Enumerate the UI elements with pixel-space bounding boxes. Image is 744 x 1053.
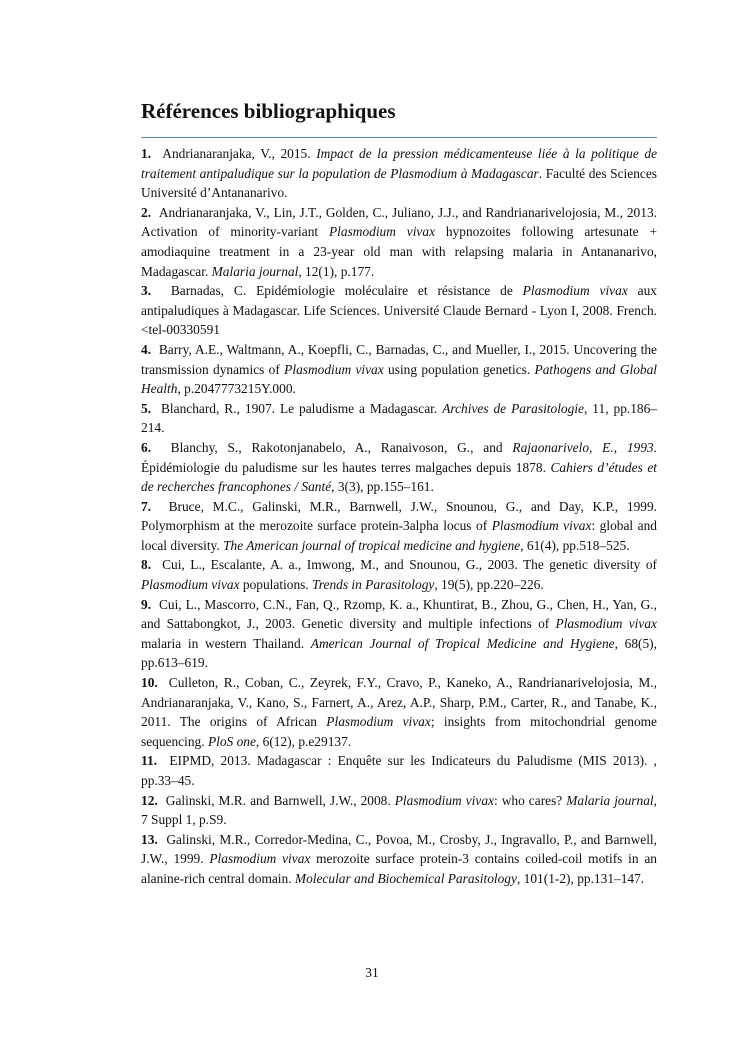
reference-text: Culleton, R., Coban, C., Zeyrek, F.Y., Cravo, P., Kaneko, A., Randrianarivelojosia, M., Andrianaranjaka, V., Kano, S., Farnert, A., Arez, A.P., Sharp, P.M., Carter, R., and Tanabe, K., 2011. The origins of African xyxy=(141,675,658,730)
reference-number: 9. xyxy=(141,596,152,612)
reference-entry xyxy=(141,399,657,438)
reference-text: , 3(3), pp.155–161. xyxy=(331,479,434,495)
reference-number: 11. xyxy=(141,753,157,769)
reference-italic-text: Plasmodium vivax xyxy=(328,224,436,240)
section-heading: Références bibliographiques xyxy=(141,99,396,123)
reference-text: , 6(12), p.e29137. xyxy=(255,733,352,749)
reference-text: : global and local diversity. xyxy=(141,518,657,553)
reference-italic-text: Pathogens and Global Health xyxy=(141,361,658,397)
page-number: 31 xyxy=(365,965,379,980)
reference-text: , p.2047773215Y.000. xyxy=(177,381,296,397)
reference-italic-text: Cahiers d’études et de recherches francophones / Santé xyxy=(141,459,657,495)
reference-text: Barnadas, C. Epidémiologie moléculaire et résistance de xyxy=(170,283,523,299)
reference-text: Blanchy, S., Rakotonjanabelo, A., Ranaivoson, G., and xyxy=(170,439,513,455)
reference-italic-text: Impact de la pression médicamenteuse liée à la politique de traitement antipaludique sur la population de Plasmodium à Madagascar xyxy=(141,146,658,181)
reference-text: Cui, L., Mascorro, C.N., Fan, Q., Rzomp, K. a., Khuntirat, B., Zhou, G., Chen, H., Yan, G., and Sattabongkot, J., 2003. Genetic diversity and multiple infections of xyxy=(141,596,657,632)
reference-italic-text: Plasmodium vivax xyxy=(141,577,240,593)
reference-text: Épidémiologie du paludisme sur les hautes terres malgaches depuis 1878. xyxy=(141,459,551,475)
reference-number: 2. xyxy=(141,204,152,220)
reference-italic-text: Plasmodium vivax xyxy=(491,518,592,534)
reference-text: Galinski, M.R., Corredor-Medina, C., Povoa, M., Crosby, J., Ingravallo, P., and Barnwell, J.W., 1999. xyxy=(141,831,657,867)
reference-text: , 7 Suppl 1, p.S9. xyxy=(141,792,657,828)
reference-number: 10. xyxy=(141,675,158,691)
reference-entry xyxy=(141,438,657,497)
reference-entry xyxy=(141,497,657,556)
reference-text: : who cares? xyxy=(493,792,567,808)
reference-text: , 11, pp.186–214. xyxy=(141,400,658,436)
reference-entry xyxy=(141,281,657,340)
reference-italic-text: Malaria journal xyxy=(211,263,299,279)
reference-entry xyxy=(141,203,657,281)
reference-italic-text: Plasmodium vivax xyxy=(522,283,628,299)
reference-text: , 19(5), pp.220–226. xyxy=(434,577,544,593)
reference-number: 7. xyxy=(141,498,152,514)
reference-italic-text: Malaria journal xyxy=(566,792,654,808)
reference-text: merozoite surface protein-3 contains coiled-coil motifs in an alanine-rich central domain. xyxy=(141,851,658,886)
reference-number: 1. xyxy=(141,146,152,161)
reference-italic-text: Rajaonarivelo, E., 1993. xyxy=(512,439,657,455)
reference-text: Cui, L., Escalante, A. a., Imwong, M., and Snounou, G., 2003. The genetic diversity of xyxy=(162,557,657,573)
reference-text: aux antipaludiques à Madagascar. Life Sciences. Université Claude Bernard - Lyon I, 2008. French. <tel-00330591 xyxy=(141,283,657,338)
reference-entry xyxy=(141,555,657,594)
reference-entry xyxy=(141,791,657,830)
reference-text: Barry, A.E., Waltmann, A., Koepfli, C., Barnadas, C., and Mueller, I., 2015. Uncovering the transmission dynamics of xyxy=(141,341,657,377)
reference-entry xyxy=(141,830,657,889)
reference-text: , 101(1-2), pp.131–147. xyxy=(516,870,645,886)
reference-number: 12. xyxy=(141,792,158,808)
reference-italic-text: American Journal of Tropical Medicine and Hygiene xyxy=(310,635,615,651)
reference-entry xyxy=(141,144,657,203)
reference-entry xyxy=(141,673,657,751)
reference-text: . Faculté des Sciences Université d’Antananarivo. xyxy=(141,165,657,201)
reference-italic-text: Plasmodium vivax xyxy=(326,714,431,730)
reference-text: , 68(5), pp.613–619. xyxy=(141,635,657,671)
reference-text: Andrianaranjaka, V., Lin, J.T., Golden, C., Juliano, J.J., and Randrianarivelojosia, M., 2013. Activation of minority-variant xyxy=(141,204,657,240)
reference-text: populations. xyxy=(239,577,313,593)
reference-list xyxy=(141,144,657,889)
reference-italic-text: Plasmodium vivax xyxy=(209,851,311,867)
reference-number: 13. xyxy=(141,831,158,847)
reference-italic-text: Archives de Parasitologie xyxy=(442,400,584,416)
reference-text: malaria in western Thailand. xyxy=(141,635,311,651)
reference-number: 5. xyxy=(141,400,152,416)
reference-entry xyxy=(141,751,657,790)
reference-number: 8. xyxy=(141,557,152,573)
reference-text: EIPMD, 2013. Madagascar : Enquête sur les Indicateurs du Paludisme (MIS 2013). , pp.33–45. xyxy=(141,753,657,788)
reference-number: 3. xyxy=(141,283,152,299)
reference-italic-text: Plasmodium vivax xyxy=(555,616,657,632)
reference-italic-text: PloS one xyxy=(207,733,256,749)
reference-text: Bruce, M.C., Galinski, M.R., Barnwell, J.W., Snounou, G., and Day, K.P., 1999. Polymorphism at the merozoite surface protein-3alpha locus of xyxy=(141,498,657,534)
reference-italic-text: The American journal of tropical medicine and hygiene xyxy=(223,537,521,553)
reference-text: , 61(4), pp.518–525. xyxy=(520,537,630,553)
reference-text: hypnozoites following artesunate + amodiaquine treatment in a 23-year old man with relapsing malaria in Antananarivo, Madagascar. xyxy=(141,224,657,279)
reference-italic-text: Trends in Parasitology xyxy=(312,577,435,593)
reference-entry xyxy=(141,595,657,673)
reference-text: Andrianaranjaka, V., 2015. xyxy=(162,146,317,161)
reference-italic-text: Plasmodium vivax xyxy=(394,792,494,808)
heading-underline xyxy=(141,137,657,138)
reference-number: 4. xyxy=(141,341,152,357)
reference-text: Blanchard, R., 1907. Le paludisme a Madagascar. xyxy=(160,400,443,416)
reference-text: Galinski, M.R. and Barnwell, J.W., 2008. xyxy=(165,792,395,808)
reference-text: ; insights from mitochondrial genome sequencing. xyxy=(141,714,657,749)
reference-italic-text: Plasmodium vivax xyxy=(284,361,384,377)
reference-text: , 12(1), p.177. xyxy=(298,263,375,279)
reference-text: using population genetics. xyxy=(383,361,535,377)
reference-italic-text: Molecular and Biochemical Parasitology xyxy=(294,870,517,886)
reference-number: 6. xyxy=(141,439,152,455)
reference-entry xyxy=(141,340,657,399)
